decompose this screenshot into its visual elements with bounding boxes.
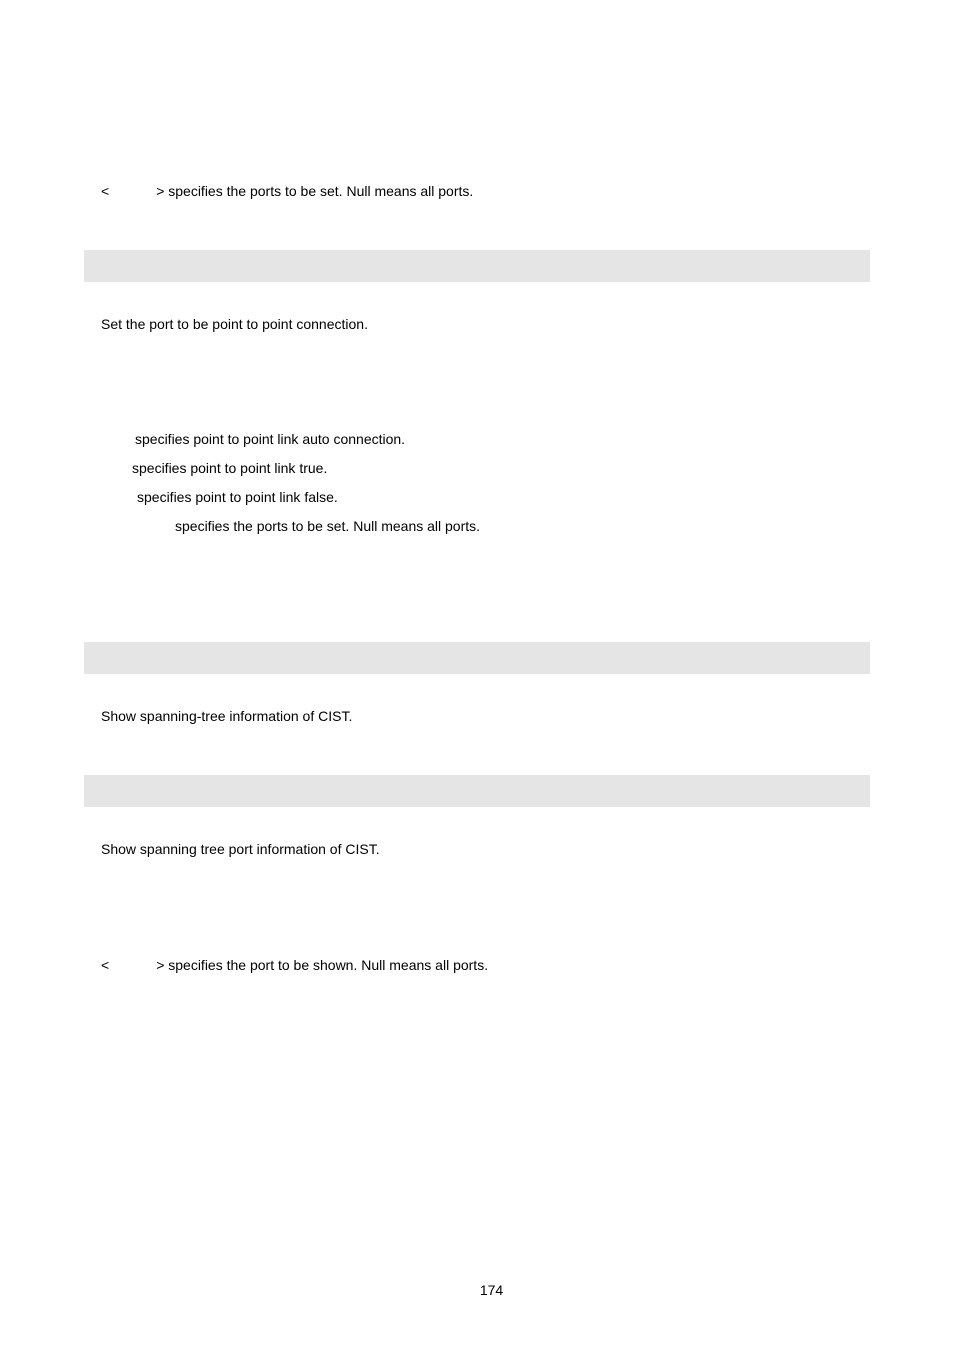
param-description: > specifies the port to be shown. Null means all ports. [156, 957, 489, 973]
open-bracket: < [101, 957, 110, 973]
param-line-ports [101, 183, 473, 200]
param-auto: specifies point to point link auto connection. [135, 431, 406, 447]
command-description: Set the port to be point to point connection. [101, 316, 368, 332]
param-description: > specifies the ports to be set. Null means all ports. [156, 183, 474, 199]
open-bracket: < [101, 183, 110, 199]
param-false: specifies point to point link false. [137, 489, 338, 505]
section-header-bar [84, 775, 870, 807]
section-header-bar [84, 250, 870, 282]
param-ports: specifies the ports to be set. Null means all ports. [175, 518, 481, 534]
command-description: Show spanning-tree information of CIST. [101, 708, 353, 724]
command-description: Show spanning tree port information of CIST. [101, 841, 380, 857]
section-header-bar [84, 642, 870, 674]
page-number: 174 [479, 1282, 504, 1298]
param-true: specifies point to point link true. [132, 460, 328, 476]
param-line-port [101, 957, 488, 974]
